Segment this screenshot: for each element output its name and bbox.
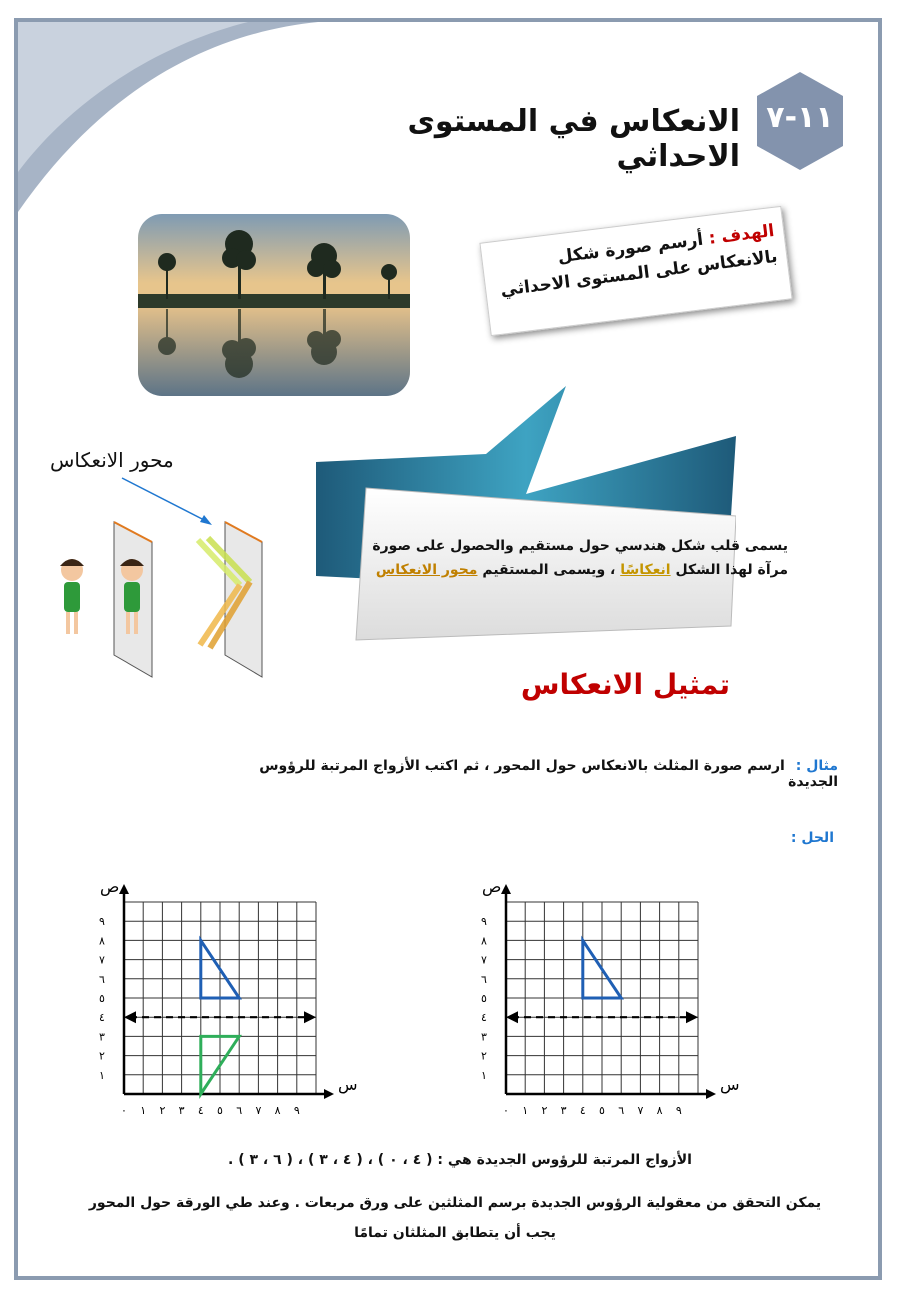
grid-solution-y-tick-label: ٣ (99, 1030, 105, 1044)
grid-solution-y-axis-name: ص (100, 877, 120, 896)
grid-original-x-tick-label: ٩ (675, 1104, 682, 1117)
term-reflection: انعكاسًا (620, 562, 671, 578)
grid-original-x-tick-label: ٦ (618, 1104, 625, 1117)
grid-original-x-tick-label: ٢ (541, 1104, 548, 1117)
grid-solution-y-tick-label: ٥ (99, 992, 105, 1005)
definition-part1: يسمى قلب شكل هندسي حول مستقيم والحصول على صورة مرآة لهذا الشكل (372, 538, 788, 578)
grid-original-y-tick-label: ٤ (481, 1011, 487, 1025)
grid-solution-y-axis-arrow (119, 884, 129, 894)
lake-reflection-photo (138, 214, 410, 396)
lesson-number: ١١-٧ (766, 100, 834, 135)
grid-solution-x-tick-label: ٠ (121, 1104, 127, 1117)
grid-original-x-tick-label: ٨ (656, 1104, 663, 1117)
grid-solution-x-axis-name: س (338, 1075, 358, 1094)
grid-solution-y-tick-label: ١ (99, 1068, 105, 1082)
mirror-axis-label: محور الانعكاس (50, 448, 174, 472)
grid-solution-x-tick-label: ٦ (236, 1104, 243, 1117)
grid-solution-x-tick-label: ٥ (217, 1104, 223, 1117)
grid-solution-x-tick-label: ٢ (159, 1104, 166, 1117)
corner-decoration (18, 22, 318, 212)
grid-solution-y-tick-label: ٩ (99, 915, 105, 929)
grid-original-x-axis-arrow (706, 1089, 716, 1099)
grid-original-y-tick-label: ٢ (481, 1049, 487, 1063)
grid-solution-x-tick-label: ٤ (197, 1104, 204, 1117)
goal-body: أرسم صورة شكل بالانعكاس على المستوى الاحداثي (499, 229, 779, 301)
grid-solution-x-tick-label: ١ (140, 1104, 147, 1117)
grid-solution-y-tick-label: ٦ (99, 972, 105, 986)
grid-solution-y-tick-label: ٨ (99, 934, 105, 948)
term-mirror-axis: محور الانعكاس (375, 562, 478, 578)
grid-solution-y-tick-label: ٤ (99, 1011, 105, 1025)
check-line-1: يمكن التحقق من معقولية الرؤوس الجديدة برسم المثلثين على ورق مربعات . وعند طي الورقة حول المحور (88, 1195, 822, 1211)
example-text: ارسم صورة المثلث بالانعكاس حول المحور ، ثم اكتب الأزواج المرتبة للرؤوس الجديدة (259, 758, 838, 790)
grid-original-reflection-axis-arrow-left (506, 1011, 518, 1023)
example-statement (210, 758, 838, 790)
definition-text (368, 534, 788, 582)
grid-original-reflection-axis-arrow-right (686, 1011, 698, 1023)
grid-solution-x-tick-label: ٩ (293, 1104, 300, 1117)
definition-part2: ، ويسمى المستقيم (477, 562, 621, 578)
grid-original-y-tick-label: ٨ (481, 934, 487, 948)
grid-solution-x-tick-label: ٧ (255, 1104, 262, 1117)
solution-label: الحل : (790, 830, 834, 846)
grid-solution-reflection-axis-arrow-right (304, 1011, 316, 1023)
grid-original-x-tick-label: ٣ (560, 1104, 567, 1117)
grid-original-y-axis-arrow (501, 884, 511, 894)
grid-original-x-axis-name: س (720, 1075, 740, 1094)
check-line-2: يجب أن يتطابق المثلثان تمامًا (354, 1225, 556, 1241)
example-label: مثال : (795, 758, 838, 774)
grid-original-y-tick-label: ١ (481, 1068, 487, 1082)
grid-original-x-tick-label: ٠ (503, 1104, 509, 1117)
grid-solution-x-tick-label: ٣ (178, 1104, 185, 1117)
result-statement: الأزواج المرتبة للرؤوس الجديدة هي : ( ٤ ، ٠ ) ، ( ٤ ، ٣ ) ، ( ٦ ، ٣ ) . (228, 1152, 692, 1168)
section-title: تمثيل الانعكاس (520, 668, 730, 701)
grid-solution-y-tick-label: ٢ (99, 1049, 105, 1063)
grid-original-x-tick-label: ٧ (637, 1104, 644, 1117)
grid-solution-x-axis-arrow (324, 1089, 334, 1099)
grid-solution-x-tick-label: ٨ (274, 1104, 281, 1117)
girl-figure (60, 559, 84, 634)
grid-original-y-tick-label: ٧ (481, 953, 487, 967)
grid-original-x-tick-label: ٤ (579, 1104, 586, 1117)
grid-original-y-tick-label: ٥ (481, 992, 487, 1005)
goal-label: الهدف : (707, 220, 776, 249)
grid-original-y-axis-name: ص (482, 877, 502, 896)
mirror-illustration (40, 470, 280, 685)
grid-original-x-tick-label: ٥ (599, 1104, 605, 1117)
grid-original-y-tick-label: ٣ (481, 1030, 487, 1044)
grid-original-y-tick-label: ٩ (481, 915, 487, 929)
grid-original-x-tick-label: ١ (522, 1104, 529, 1117)
grid-original-y-tick-label: ٦ (481, 972, 487, 986)
grid-solution-reflection-axis-arrow-left (124, 1011, 136, 1023)
coordinate-grid-original (462, 870, 842, 1130)
check-note (70, 1188, 840, 1248)
definition-banner (316, 376, 736, 646)
grid-solution-y-tick-label: ٧ (99, 953, 105, 967)
page-title: الانعكاس في المستوى الاحداثي (407, 104, 740, 174)
coordinate-grid-solution (80, 870, 460, 1130)
